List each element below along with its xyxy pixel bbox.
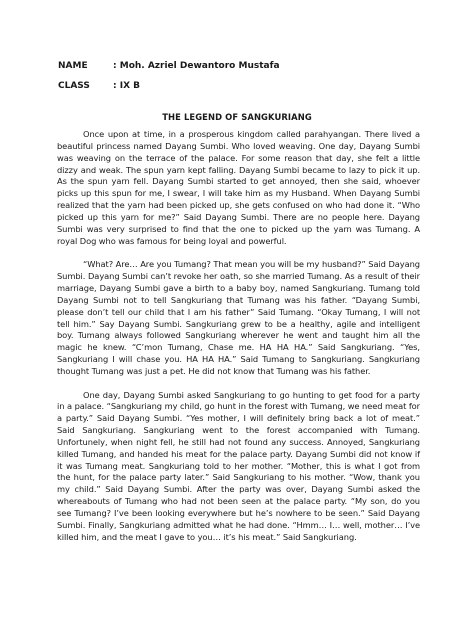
name-label: NAME [58,61,88,71]
paragraph-3: One day, Dayang Sumbi asked Sangkuriang to go hunting to get food for a party in a palace. “Sangkuriang my child, go hunt in the forest with Tumang, we need meat for a party.” Said Dayang Sumbi. “Yes mother, I will definitely bring back a lot of meat.” Said Sangkuriang. Sangkuriang went to the forest accompanied with Tumang. Unfortunely, when night fell, he still had not found any success. Annoyed, Sangkuriang killed Tumang, and handed his meat for the palace party. Dayang Sumbi did not know if it was Tumang meat. Sangkuriang told to her mother. “Mother, this is what I got from the hunt, for the palace party later.” Said Sangkuriang to his mother. “Wow, thank you my child.” Said Dayang Sumbi. After the party was over, Dayang Sumbi asked the whereabouts of Tumang who had not been seen at the palace party. “My son, do you see Tumang? I’ve been looking everywhere but he’s nowhere to be seen.” Said Dayang Sumbi. Finally, Sangkuriang admitted what he had done. “Hmm… I… well, mother… I’ve killed him, and the meat I gave to you… it’s his meat.” Said Sangkuriang. [57,389,420,542]
story-body [57,129,420,544]
paragraph-1: Once upon at time, in a prosperous kingdom called parahyangan. There lived a beautiful princess named Dayang Sumbi. Who loved weaving. One day, Dayang Sumbi was weaving on the terrace of the palace. For some reason that day, she felt a little dizzy and weak. The spun yarn kept falling. Dayang Sumbi became to lazy to pick it up. As the spun yarn fell. Dayang Sumbi started to get annoyed, then she said, whoever picks up this spun for me, I swear, I will take him as my Husband. When Dayang Sumbi realized that the yarn had been picked up, she gets confused on who had done it. “Who picked up this yarn for me?” Said Dayang Sumbi. There are no people here. Dayang Sumbi was very surprised to find that the one to picked up the yarn was Tumang. A royal Dog who was famous for being loyal and powerful. [57,129,420,246]
class-value: : IX B [113,81,141,91]
class-label: CLASS [58,81,90,91]
class-row [58,80,140,92]
name-value: : Moh. Azriel Dewantoro Mustafa [113,61,280,71]
paragraph-2: “What? Are… Are you Tumang? That mean you will be my husband?” Said Dayang Sumbi. Dayang Sumbi can’t revoke her oath, so she married Tumang. As a result of their marriage, Dayang Sumbi gave a birth to a baby boy, named Sangkuriang. Tumang told Dayang Sumbi not to tell Sangkuriang that Tumang was his father. “Dayang Sumbi, please don’t tell our child that I am his father” Said Tumang. “Okay Tumang, I will not tell him.” Say Dayang Sumbi. Sangkuriang grew to be a healthy, agile and intelligent boy. Tumang always followed Sangkuriang wherever he went and taught him all the magic he knew. “C’mon Tumang, Chase me. HA HA HA.” Said Sangkuriang. “Yes, Sangkuriang I will chase you. HA HA HA.” Said Tumang to Sangkuriang. Sangkuriang thought Tumang was just a pet. He did not know that Tumang was his father. [57,259,420,376]
name-row [58,60,280,72]
document-title: THE LEGEND OF SANGKURIANG [162,112,312,122]
